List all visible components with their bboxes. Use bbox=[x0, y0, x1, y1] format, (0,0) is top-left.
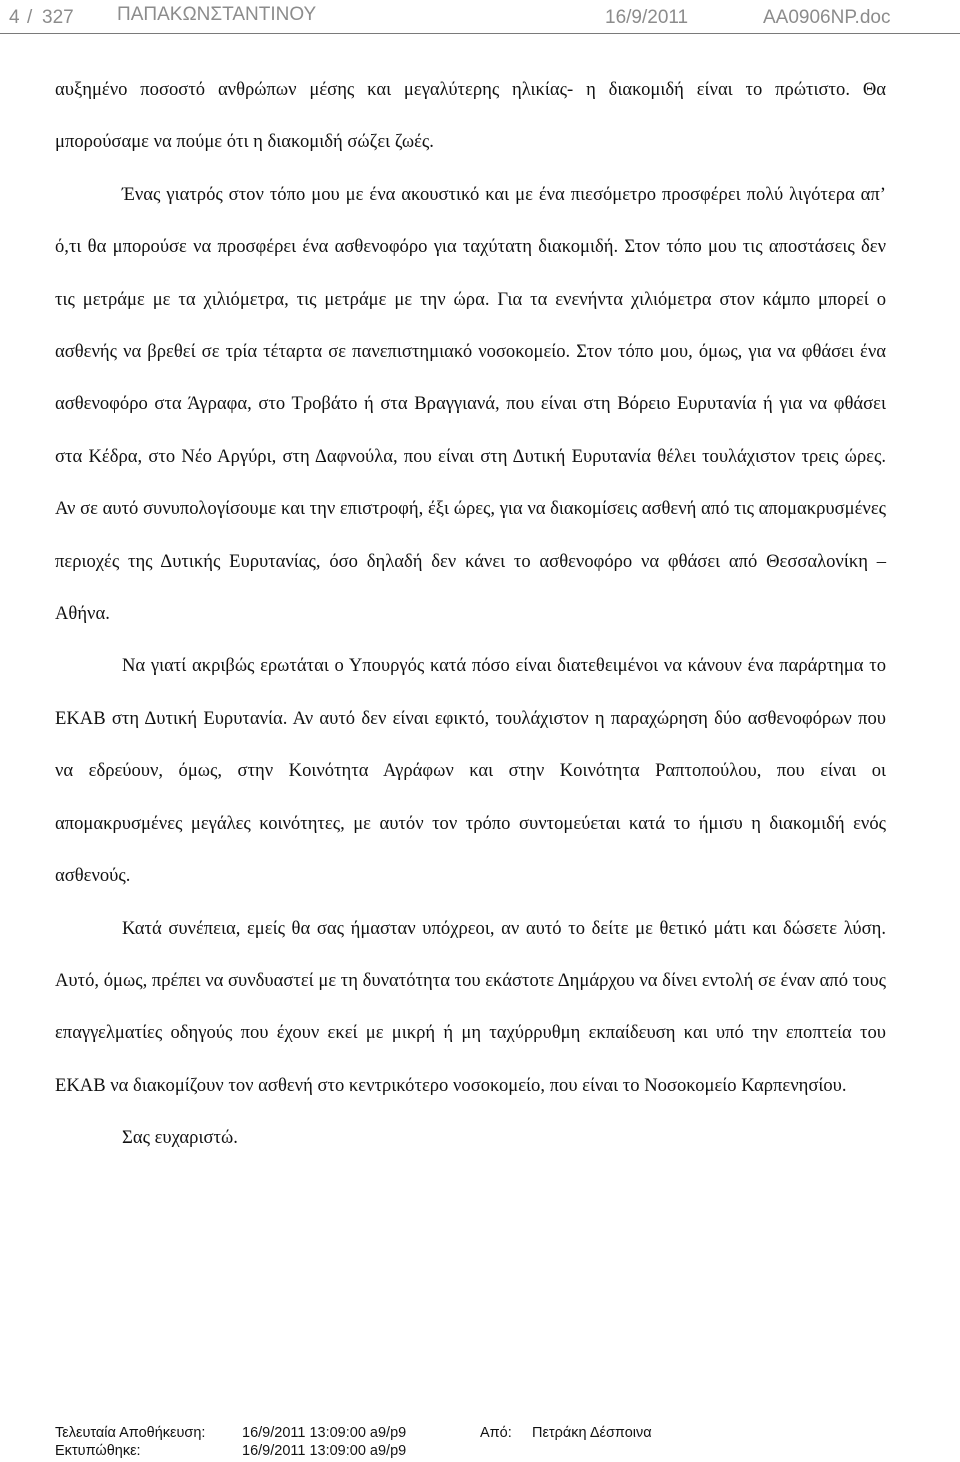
author-value: Πετράκη Δέσποινα bbox=[532, 1425, 652, 1441]
last-saved-value: 16/9/2011 13:09:00 a9/p9 bbox=[242, 1425, 407, 1441]
speaker-name: ΠΑΠΑΚΩΝΣΤΑΝΤΙΝΟΥ bbox=[117, 4, 317, 25]
page-total: 327 bbox=[42, 7, 74, 28]
paragraph-2: Ένας γιατρός στον τόπο μου με ένα ακουστικό και με ένα πιεσόμετρο προσφέρει πολύ λιγότερα απ’ ό,τι θα μπορούσε να προσφέρει ένα ασθενοφόρο για ταχύτατη διακομιδή. Στον τόπο μου τις αποστάσεις δεν τις μετράμε με τα χιλιόμετρα, τις μετράμε με την ώρα. Για τα ενενήντα χιλιόμετρα στον κάμπο μπορεί ο ασθενής να βρεθεί σε τρία τέταρτα σε πανεπιστημιακό νοσοκομείο. Στον τόπο μου, όμως, για να φθάσει ένα ασθενοφόρο στα Άγραφα, στο Τροβάτο ή στα Βραγγιανά, που είναι στη Βόρειο Ευρυτανία ή για να φθάσει στα Κέδρα, στο Νέο Αργύρι, στη Δαφνούλα, που είναι στη Δυτική Ευρυτανία θέλει τουλάχιστον τρεις ώρες. Αν σε αυτό συνυπολογίσουμε και την επιστροφή, έξι ώρες, για να διακομίσεις ασθενή από τις απομακρυσμένες περιοχές της Δυτικής Ευρυτανίας, όσο δηλαδή δεν κάνει το ασθενοφόρο να φθάσει από Θεσσαλονίκη – Αθήνα. bbox=[55, 183, 886, 625]
author-label: Από: bbox=[480, 1425, 512, 1441]
printed-value: 16/9/2011 13:09:00 a9/p9 bbox=[242, 1443, 407, 1459]
paragraph-5: Σας ευχαριστώ. bbox=[122, 1127, 238, 1149]
header-date: 16/9/2011 bbox=[605, 7, 689, 28]
printed-label: Εκτυπώθηκε: bbox=[55, 1443, 141, 1459]
header-rule bbox=[0, 33, 960, 34]
paragraph-4: Κατά συνέπεια, εμείς θα σας ήμασταν υπόχρεοι, αν αυτό το δείτε με θετικό μάτι και δώσετε λύση. Αυτό, όμως, πρέπει να συνδυαστεί με τη δυνατότητα του εκάστοτε Δημάρχου να δίνει εντολή σε έναν από τους επαγγελματίες οδηγούς που έχουν εκεί με μικρή ή μη ταχύρρυθμη εκπαίδευση και υπό την εποπτεία του ΕΚΑΒ να διακομίζουν τον ασθενή στο κεντρικότερο νοσοκομείο, που είναι το Νοσοκομείο Καρπενησίου. bbox=[55, 917, 886, 1096]
page-header bbox=[0, 0, 960, 36]
last-saved-label: Τελευταία Αποθήκευση: bbox=[55, 1425, 206, 1441]
paragraph-3: Να γιατί ακριβώς ερωτάται ο Υπουργός κατά πόσο είναι διατεθειμένοι να κάνουν ένα παράρτημα το ΕΚΑΒ στη Δυτική Ευρυτανία. Αν αυτό δεν είναι εφικτό, τουλάχιστον η παραχώρηση δύο ασθενοφόρων που να εδρεύουν, όμως, στην Κοινότητα Αγράφων και στην Κοινότητα Ραπτοπούλου, που είναι οι απομακρυσμένες μεγάλες κοινότητες, με αυτόν τον τρόπο συντομεύεται κατά το ήμισυ η διακομιδή ενός ασθενούς. bbox=[55, 655, 886, 887]
document-body bbox=[55, 64, 886, 1165]
paragraph-1: αυξημένο ποσοστό ανθρώπων μέσης και μεγαλύτερης ηλικίας- η διακομιδή είναι το πρώτιστο. Θα μπορούσαμε να πούμε ότι η διακομιδή σώζει ζωές. bbox=[55, 79, 886, 153]
page-separator: / bbox=[27, 7, 33, 28]
page-number: 4 bbox=[9, 7, 20, 28]
document-filename: AA0906NP.doc bbox=[763, 7, 891, 28]
